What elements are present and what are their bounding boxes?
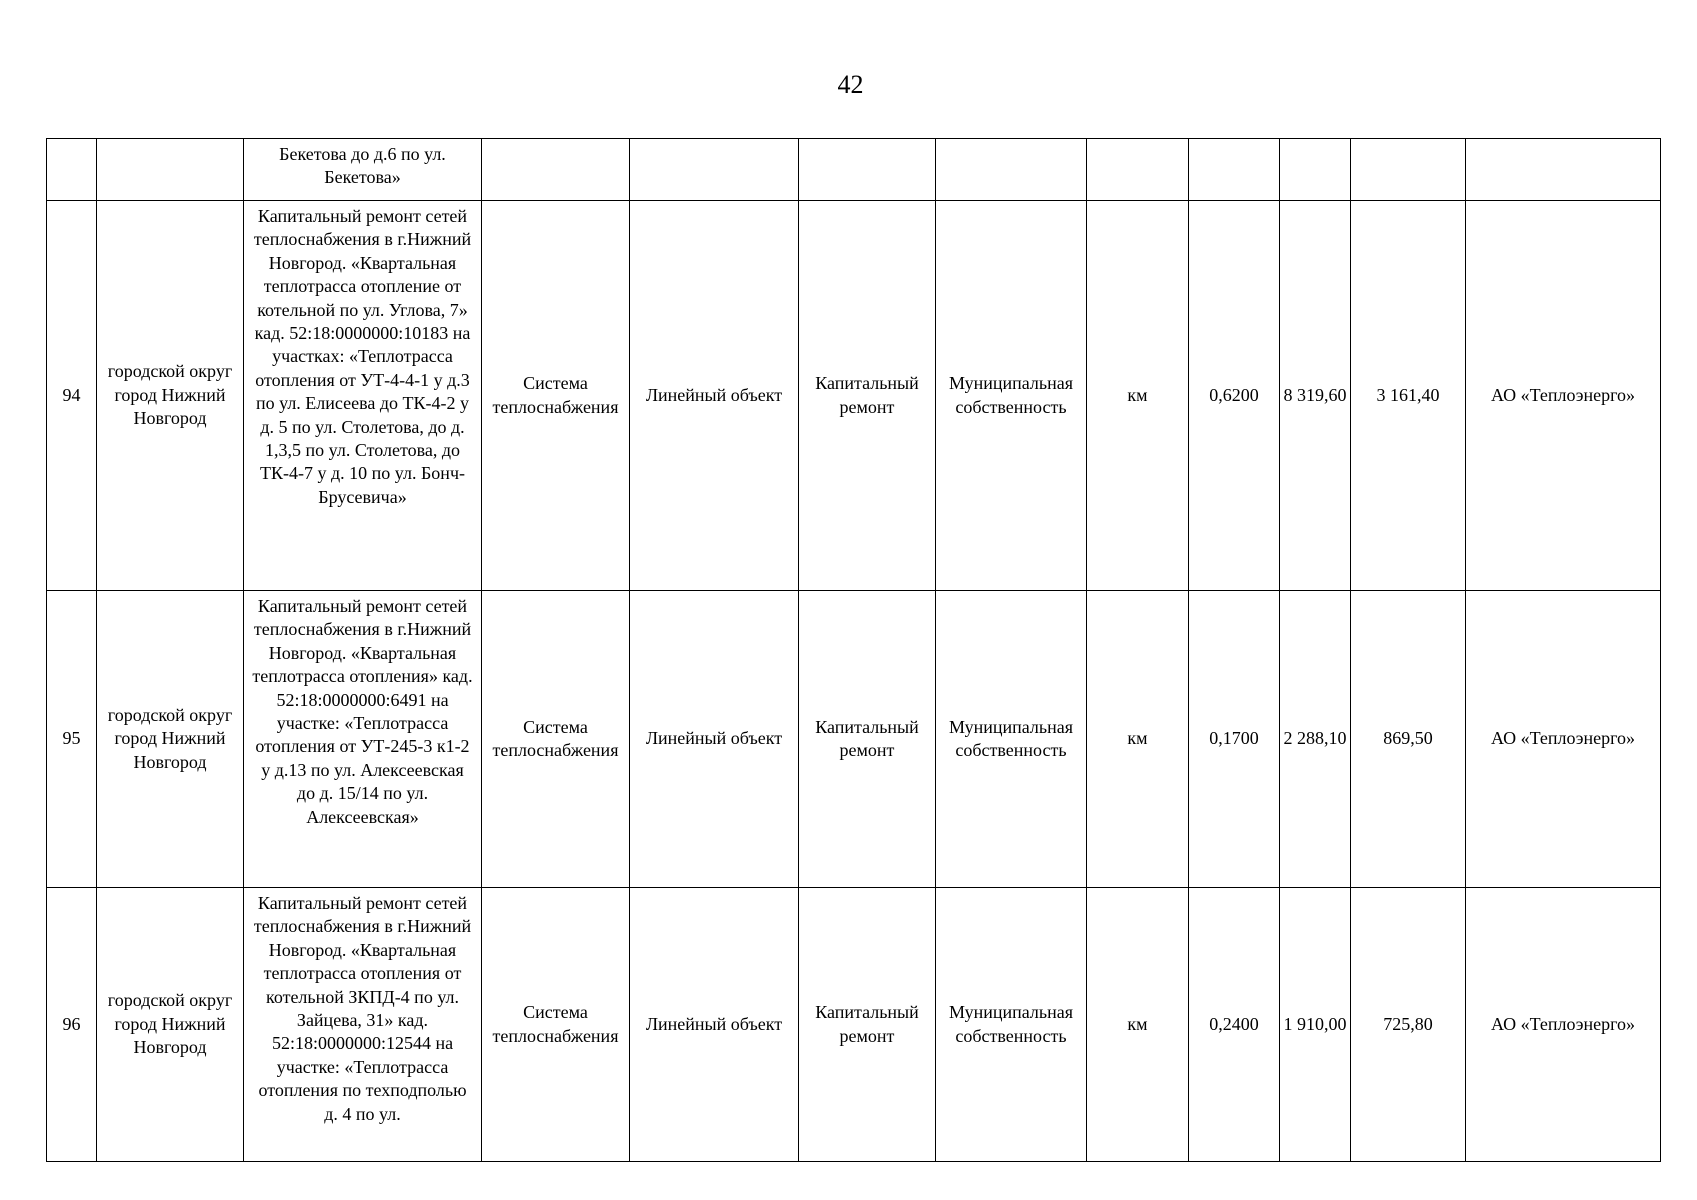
unit-cell: км — [1087, 201, 1189, 591]
organization-cell: АО «Теплоэнерго» — [1466, 591, 1661, 888]
description-cell: Капитальный ремонт сетей теплоснабжения в г.Нижний Новгород. «Квартальная теплотрасса отопления» кад. 52:18:0000000:6491 на участке: «Теплотрасса отопления от УТ-245-3 к1-2 у д.13 по ул. Алексеевская до д. 15/14 по ул. Алексеевская» — [244, 591, 482, 888]
cost-share-cell: 725,80 — [1351, 888, 1466, 1162]
quantity-cell: 0,2400 — [1189, 888, 1280, 1162]
work-type-cell: Капитальный ремонт — [799, 888, 936, 1162]
district-cell: городской округ город Нижний Новгород — [97, 591, 244, 888]
object-type-cell: Линейный объект — [630, 888, 799, 1162]
district-cell: городской округ город Нижний Новгород — [97, 201, 244, 591]
description-cell: Капитальный ремонт сетей теплоснабжения в г.Нижний Новгород. «Квартальная теплотрасса отопления от котельной ЗКПД-4 по ул. Зайцева, 31» кад. 52:18:0000000:12544 на участке: «Теплотрасса отопления по техподполью д. 4 по ул. — [244, 888, 482, 1162]
table-row — [47, 201, 1661, 591]
row-number-cell: 96 — [47, 888, 97, 1162]
quantity-cell: 0,6200 — [1189, 201, 1280, 591]
system-cell — [482, 139, 630, 201]
row-number-cell: 94 — [47, 201, 97, 591]
cost-share-cell: 869,50 — [1351, 591, 1466, 888]
quantity-cell: 0,1700 — [1189, 591, 1280, 888]
description-cell: Капитальный ремонт сетей теплоснабжения в г.Нижний Новгород. «Квартальная теплотрасса отопление от котельной по ул. Углова, 7» кад. 52:18:0000000:10183 на участках: «Теплотрасса отопления от УТ-4-4-1 у д.3 по ул. Елисеева до ТК-4-2 у д. 5 по ул. Столетова, до д. 1,3,5 по ул. Столетова, до ТК-4-7 у д. 10 по ул. Бонч-Брусевича» — [244, 201, 482, 591]
work-type-cell: Капитальный ремонт — [799, 591, 936, 888]
table-row — [47, 591, 1661, 888]
system-cell: Система теплоснабжения — [482, 888, 630, 1162]
projects-table — [46, 138, 1661, 1162]
unit-cell: км — [1087, 888, 1189, 1162]
description-cell: Бекетова до д.6 по ул. Бекетова» — [244, 139, 482, 201]
table-row — [47, 139, 1661, 201]
district-cell — [97, 139, 244, 201]
cost-share-cell — [1351, 139, 1466, 201]
system-cell: Система теплоснабжения — [482, 201, 630, 591]
work-type-cell — [799, 139, 936, 201]
object-type-cell: Линейный объект — [630, 201, 799, 591]
organization-cell: АО «Теплоэнерго» — [1466, 201, 1661, 591]
table-row — [47, 888, 1661, 1162]
organization-cell: АО «Теплоэнерго» — [1466, 888, 1661, 1162]
cost-total-cell — [1280, 139, 1351, 201]
organization-cell — [1466, 139, 1661, 201]
cost-share-cell: 3 161,40 — [1351, 201, 1466, 591]
projects-table-wrapper — [46, 138, 1661, 1162]
district-cell: городской округ город Нижний Новгород — [97, 888, 244, 1162]
object-type-cell: Линейный объект — [630, 591, 799, 888]
ownership-cell: Муниципальная собственность — [936, 201, 1087, 591]
row-number-cell — [47, 139, 97, 201]
work-type-cell: Капитальный ремонт — [799, 201, 936, 591]
ownership-cell: Муниципальная собственность — [936, 888, 1087, 1162]
system-cell: Система теплоснабжения — [482, 591, 630, 888]
object-type-cell — [630, 139, 799, 201]
ownership-cell: Муниципальная собственность — [936, 591, 1087, 888]
cost-total-cell: 1 910,00 — [1280, 888, 1351, 1162]
unit-cell — [1087, 139, 1189, 201]
row-number-cell: 95 — [47, 591, 97, 888]
unit-cell: км — [1087, 591, 1189, 888]
cost-total-cell: 2 288,10 — [1280, 591, 1351, 888]
quantity-cell — [1189, 139, 1280, 201]
page-number: 42 — [837, 70, 864, 99]
cost-total-cell: 8 319,60 — [1280, 201, 1351, 591]
ownership-cell — [936, 139, 1087, 201]
